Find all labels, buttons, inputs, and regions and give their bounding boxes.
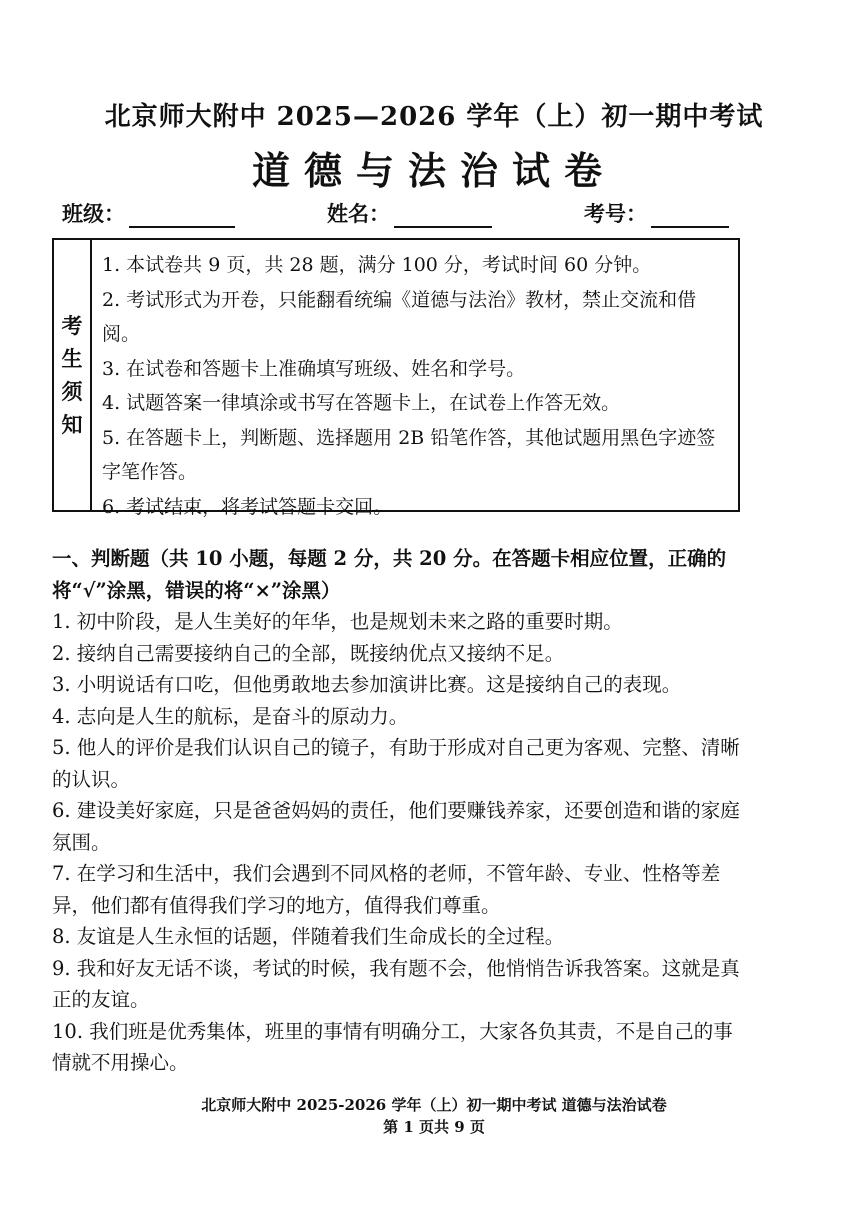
notice-item: 6. 考试结束，将考试答题卡交回。: [102, 495, 393, 518]
notice-item: 5. 在答题卡上，判断题、选择题用 2B 铅笔作答，其他试题用黑色字迹签字笔作答。: [102, 426, 716, 483]
footer-paper-name: 北京师大附中 2025-2026 学年（上）初一期中考试 道德与法治试卷: [201, 1096, 667, 1114]
school-exam-title: 北京师大附中 2025—2026 学年（上）初一期中考试: [104, 102, 764, 132]
question-item: 10. 我们班是优秀集体，班里的事情有明确分工，大家各负其责，不是自己的事情就不用操心。: [52, 1019, 733, 1074]
notice-item: 3. 在试卷和答题卡上准确填写班级、姓名和学号。: [102, 357, 526, 380]
class-blank: [129, 204, 235, 228]
true-false-section: [52, 543, 748, 1079]
notice-label-char: 须: [61, 379, 83, 404]
name-blank: [394, 204, 492, 228]
question-item: 6. 建设美好家庭，只是爸爸妈妈的责任，他们要赚钱养家，还要创造和谐的家庭氛围。: [52, 799, 740, 854]
notice-item: 2. 考试形式为开卷，只能翻看统编《道德与法治》教材，禁止交流和借阅。: [102, 288, 697, 345]
notice-item: 1. 本试卷共 9 页，共 28 题，满分 100 分，考试时间 60 分钟。: [102, 254, 652, 276]
question-item: 9. 我和好友无话不谈，考试的时候，我有题不会，他悄悄告诉我答案。这就是真正的友谊。: [52, 956, 740, 1011]
notice-list: [102, 248, 732, 524]
student-info-row: [62, 198, 742, 228]
question-item: 3. 小明说话有口吃，但他勇敢地去参加演讲比赛。这是接纳自己的表现。: [52, 673, 682, 696]
name-label: 姓名：: [327, 201, 390, 226]
notice-label-char: 生: [61, 346, 83, 371]
notice-item: 4. 试题答案一律填涂或书写在答题卡上，在试卷上作答无效。: [102, 392, 621, 414]
question-item: 2. 接纳自己需要接纳自己的全部，既接纳优点又接纳不足。: [52, 641, 565, 665]
name-field: [327, 198, 492, 228]
question-item: 4. 志向是人生的航标，是奋斗的原动力。: [52, 704, 409, 728]
paper-title: 道德与法治试卷: [251, 148, 616, 193]
question-item: 8. 友谊是人生永恒的话题，伴随着我们生命成长的全过程。: [52, 925, 565, 948]
notice-label: [54, 240, 92, 510]
question-item: 7. 在学习和生活中，我们会遇到不同风格的老师，不管年龄、专业、性格等差异，他们都有值得我们学习的地方，值得我们尊重。: [52, 862, 721, 917]
section-heading: 一、判断题（共 10 小题，每题 2 分，共 20 分。在答题卡相应位置，正确的将“√”涂黑，错误的将“×”涂黑）: [52, 547, 727, 602]
id-field: [584, 198, 729, 228]
notice-label-char: 知: [61, 412, 83, 437]
class-label: 班级：: [62, 201, 125, 226]
notice-label-char: 考: [61, 313, 83, 338]
exam-notice-box: [52, 238, 740, 518]
question-item: 5. 他人的评价是我们认识自己的镜子，有助于形成对自己更为客观、完整、清晰的认识。: [52, 736, 740, 791]
question-item: 1. 初中阶段，是人生美好的年华，也是规划未来之路的重要时期。: [52, 610, 623, 633]
class-field: [62, 198, 235, 228]
footer-page-number: 第 1 页共 9 页: [383, 1118, 485, 1136]
id-label: 考号：: [584, 201, 647, 226]
id-blank: [651, 204, 729, 228]
